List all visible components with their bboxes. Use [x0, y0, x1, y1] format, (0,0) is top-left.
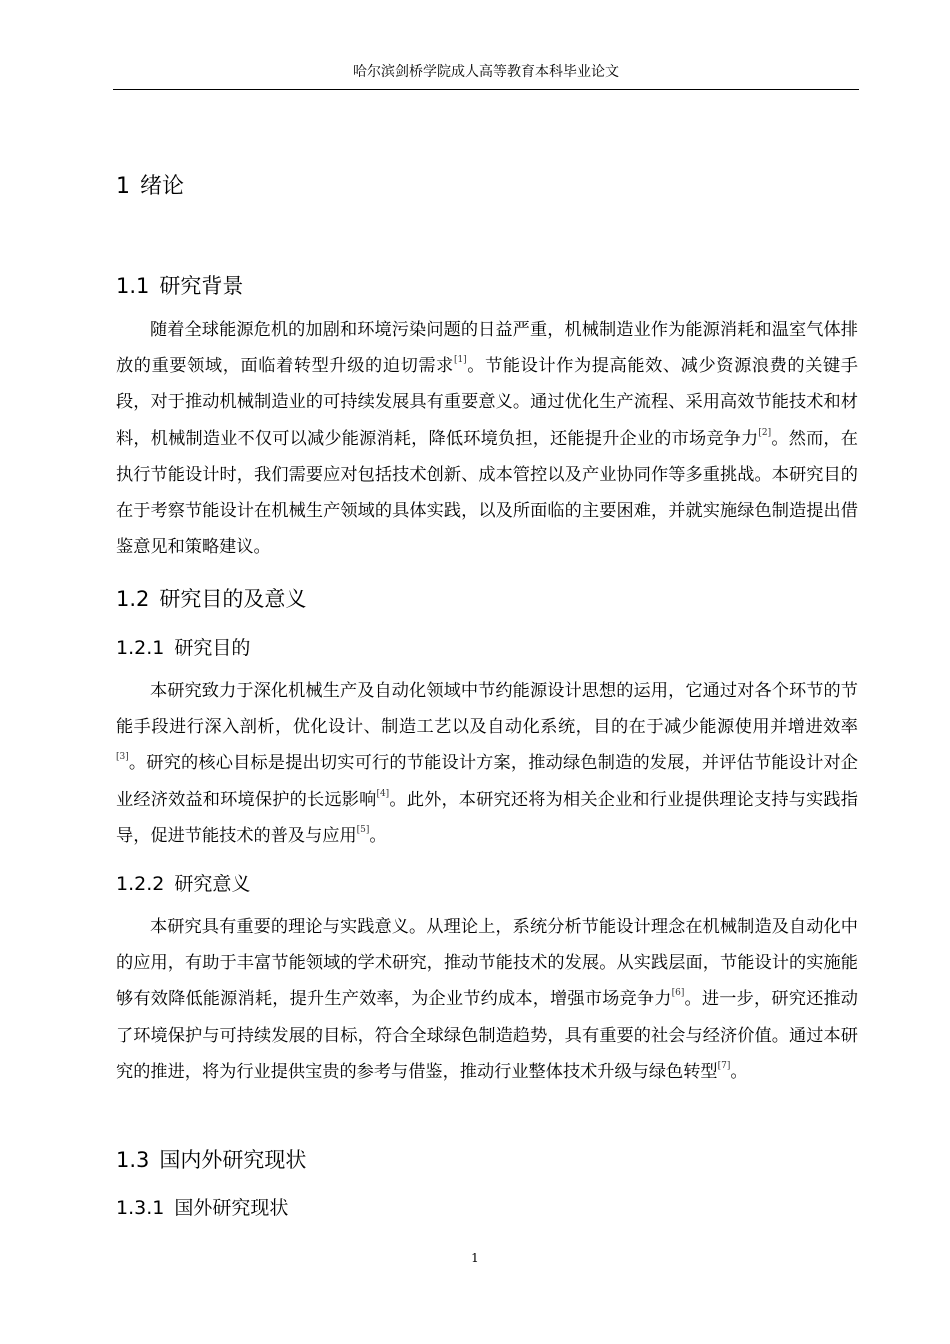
paragraph-research-significance [116, 909, 858, 1090]
section-title: 研究背景 [159, 274, 244, 298]
section-number: 1.1 [116, 274, 150, 298]
subsection-heading-1-3-1 [116, 1195, 288, 1221]
section-number: 1.2 [116, 587, 150, 611]
section-title: 研究目的及意义 [159, 587, 307, 611]
section-number: 1.3 [116, 1148, 150, 1172]
citation-ref: [5] [356, 824, 370, 835]
section-heading-1-3 [116, 1146, 306, 1174]
paragraph-text: 。此外，本研究还将为相关企业和行业提供理论支持与实践指导，促进节能技术的普及与应用 [116, 789, 858, 846]
paragraph-text: 。进一步，研究还推动了环境保护与可持续发展的目标，符合全球绿色制造趋势，具有重要的社会与经济价值。通过本研究的推进，将为行业提供宝贵的参考与借鉴，推动行业整体技术升级与绿色转型 [116, 989, 858, 1082]
paragraph-text: 。然而，在执行节能设计时，我们需要应对包括技术创新、成本管控以及产业协同作等多重挑战。本研究目的在于考察节能设计在机械生产领域的具体实践，以及所面临的主要困难，并就实施绿色制造提出借鉴意见和策略建议。 [116, 428, 858, 558]
chapter-number: 1 [116, 174, 130, 199]
citation-ref: [2] [758, 427, 772, 438]
paragraph-text: 。 [730, 1061, 748, 1082]
citation-ref: [7] [717, 1060, 731, 1071]
citation-ref: [3] [116, 752, 129, 763]
paragraph-research-purpose [116, 673, 858, 854]
paragraph-text: 本研究致力于深化机械生产及自动化领域中节约能源设计思想的运用，它通过对各个环节的节能手段进行深入剖析，优化设计、制造工艺以及自动化系统，目的在于减少能源使用并增进效率 [116, 681, 858, 738]
subsection-number: 1.2.2 [116, 873, 165, 895]
subsection-number: 1.2.1 [116, 637, 165, 659]
page-number: 1 [471, 1251, 479, 1265]
paragraph-text: 随着全球能源危机的加剧和环境污染问题的日益严重，机械制造业作为能源消耗和温室气体排放的重要领域，面临着转型升级的迫切需求 [116, 320, 858, 377]
citation-ref: [6] [671, 988, 685, 999]
paragraph-text: 。节能设计作为提高能效、减少资源浪费的关键手段，对于推动机械制造业的可持续发展具有重要意义。通过优化生产流程、采用高效节能技术和材料，机械制造业不仅可以减少能源消耗，降低环境负担，还能提升企业的市场竞争力 [116, 356, 858, 449]
chapter-title: 绪论 [140, 174, 185, 199]
section-heading-1-1 [116, 272, 243, 300]
citation-ref: [1] [453, 355, 467, 366]
section-title: 国内外研究现状 [159, 1148, 307, 1172]
section-heading-1-2 [116, 585, 306, 613]
subsection-title: 研究意义 [174, 873, 251, 895]
subsection-number: 1.3.1 [116, 1197, 165, 1219]
paragraph-text: 。 [369, 825, 387, 846]
paragraph-text: 。研究的核心目标是提出切实可行的节能设计方案，推动绿色制造的发展，并评估节能设计对企业经济效益和环境保护的长远影响 [116, 753, 858, 810]
header-rule [113, 89, 859, 90]
subsection-title: 国外研究现状 [174, 1197, 289, 1219]
running-header: 哈尔滨剑桥学院成人高等教育本科毕业论文 [353, 64, 619, 80]
subsection-title: 研究目的 [174, 637, 251, 659]
chapter-heading [116, 172, 184, 202]
subsection-heading-1-2-2 [116, 871, 250, 897]
citation-ref: [4] [376, 788, 390, 799]
subsection-heading-1-2-1 [116, 635, 250, 661]
paragraph-text: 本研究具有重要的理论与实践意义。从理论上，系统分析节能设计理念在机械制造及自动化中的应用，有助于丰富节能领域的学术研究，推动节能技术的发展。从实践层面，节能设计的实施能够有效降低能源消耗，提升生产效率，为企业节约成本，增强市场竞争力 [116, 917, 858, 1010]
paragraph-research-background [116, 312, 858, 565]
